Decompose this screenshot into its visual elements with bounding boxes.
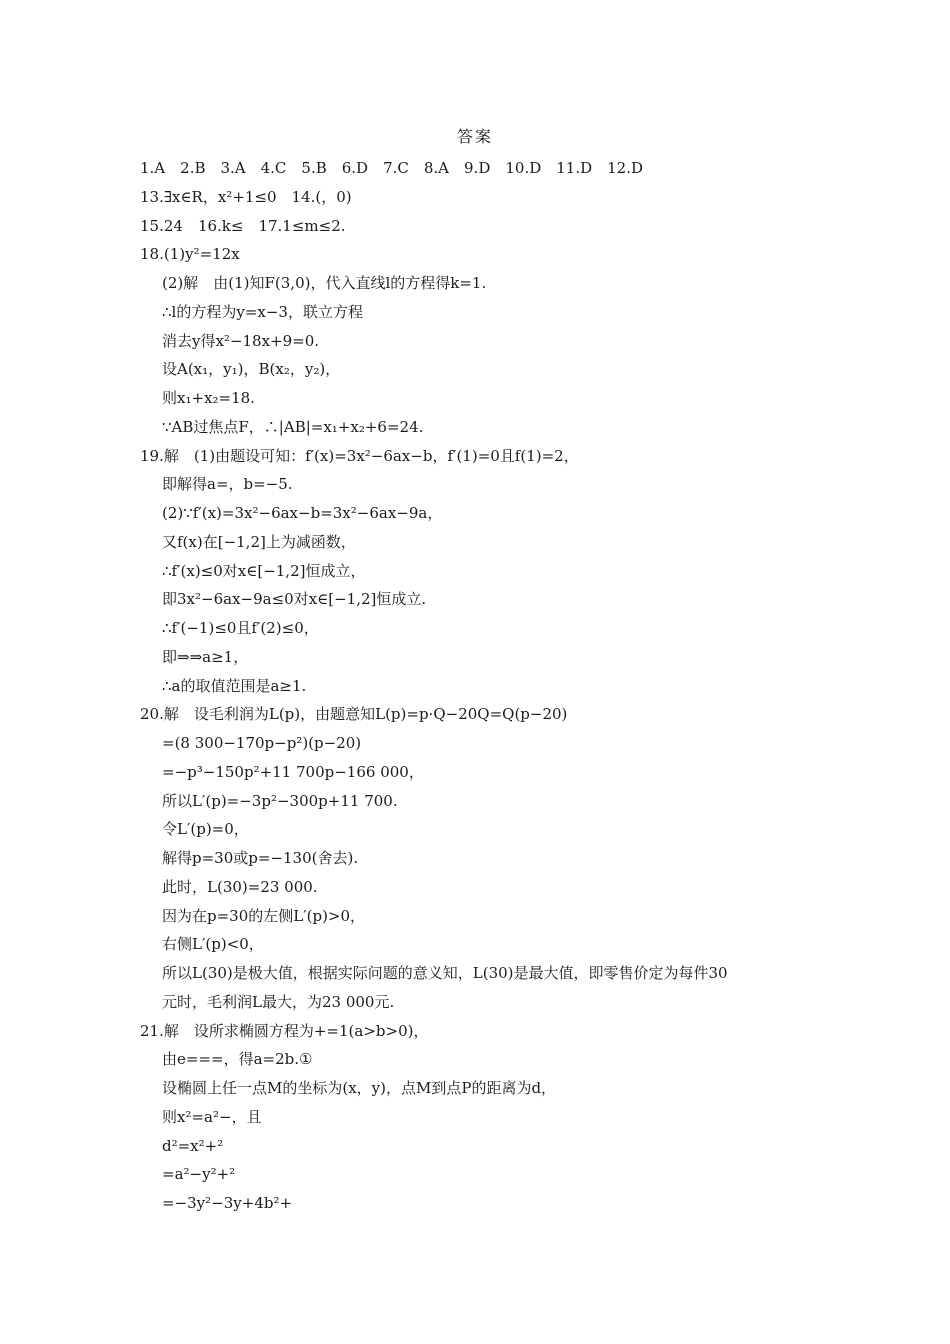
answer-line: 即解得a=，b=−5. <box>162 475 293 494</box>
answer-line: 又f(x)在[−1,2]上为减函数， <box>162 532 356 551</box>
answer-line: 设椭圆上任一点M的坐标为(x，y)，点M到点P的距离为d， <box>162 1079 557 1097</box>
answer-line: 消去y得x²−18x+9=0. <box>162 331 320 350</box>
answer-line: ∴f′(−1)≤0且f′(2)≤0， <box>162 619 319 637</box>
answer-line: =−3y²−3y+4b²+ <box>162 1194 293 1212</box>
answer-line: ∵AB过焦点F，∴|AB|=x₁+x₂+6=24. <box>162 417 424 436</box>
answer-line: ∴l的方程为y=x−3，联立方程 <box>162 302 363 321</box>
answer-line: 则x²=a²−，且 <box>162 1107 262 1126</box>
answer-body <box>0 154 950 1218</box>
answer-line: 由e===，得a=2b.① <box>162 1050 313 1069</box>
answer-line: 元时，毛利润L最大，为23 000元. <box>162 992 395 1011</box>
answer-line: 右侧L′(p)<0， <box>162 935 264 954</box>
answer-line: 即3x²−6ax−9a≤0对x∈[−1,2]恒成立. <box>162 590 427 609</box>
answer-line: 解得p=30或p=−130(舍去). <box>162 849 359 867</box>
answer-line: 所以L(30)是极大值，根据实际问题的意义知，L(30)是最大值，即零售价定为每件30 <box>162 964 728 982</box>
answer-line: =a²−y²+² <box>162 1165 236 1184</box>
page-title: 答案 <box>456 127 493 146</box>
answer-line: =(8 300−170p−p²)(p−20) <box>162 734 362 752</box>
answer-line: 20.解 设毛利润为L(p)，由题意知L(p)=p·Q−20Q=Q(p−20) <box>140 705 568 724</box>
answer-line: 21.解 设所求椭圆方程为+=1(a>b>0)， <box>140 1021 429 1040</box>
answer-line: 所以L′(p)=−3p²−300p+11 700. <box>162 791 398 810</box>
answer-line: =−p³−150p²+11 700p−166 000， <box>162 762 424 781</box>
answer-line: 因为在p=30的左侧L′(p)>0， <box>162 906 366 925</box>
answer-line: 1.A 2.B 3.A 4.C 5.B 6.D 7.C 8.A 9.D 10.D 11.D 12.D <box>140 159 643 177</box>
answer-line: 则x₁+x₂=18. <box>162 389 255 407</box>
answer-line: d²=x²+² <box>162 1136 224 1155</box>
answer-line: ∴a的取值范围是a≥1. <box>162 676 307 695</box>
answer-line: ∴f′(x)≤0对x∈[−1,2]恒成立， <box>162 561 366 580</box>
answer-line: 18.(1)y²=12x <box>140 245 240 264</box>
answer-line: 设A(x₁，y₁)，B(x₂，y₂)， <box>162 360 341 379</box>
answer-line: 此时，L(30)=23 000. <box>162 877 318 896</box>
answer-line: 13.∃x∈R，x²+1≤0 14.(，0) <box>140 187 352 206</box>
answer-line: (2)解 由(1)知F(3,0)，代入直线l的方程得k=1. <box>162 274 487 292</box>
answer-line: 即⇒⇒a≥1， <box>162 647 249 666</box>
answer-line: 令L′(p)=0， <box>162 820 249 839</box>
answer-line: 15.24 16.k≤ 17.1≤m≤2. <box>140 216 346 235</box>
answer-line: (2)∵f′(x)=3x²−6ax−b=3x²−6ax−9a， <box>162 504 443 522</box>
answer-line: 19.解 (1)由题设可知：f′(x)=3x²−6ax−b，f′(1)=0且f(1)=2， <box>140 446 579 465</box>
